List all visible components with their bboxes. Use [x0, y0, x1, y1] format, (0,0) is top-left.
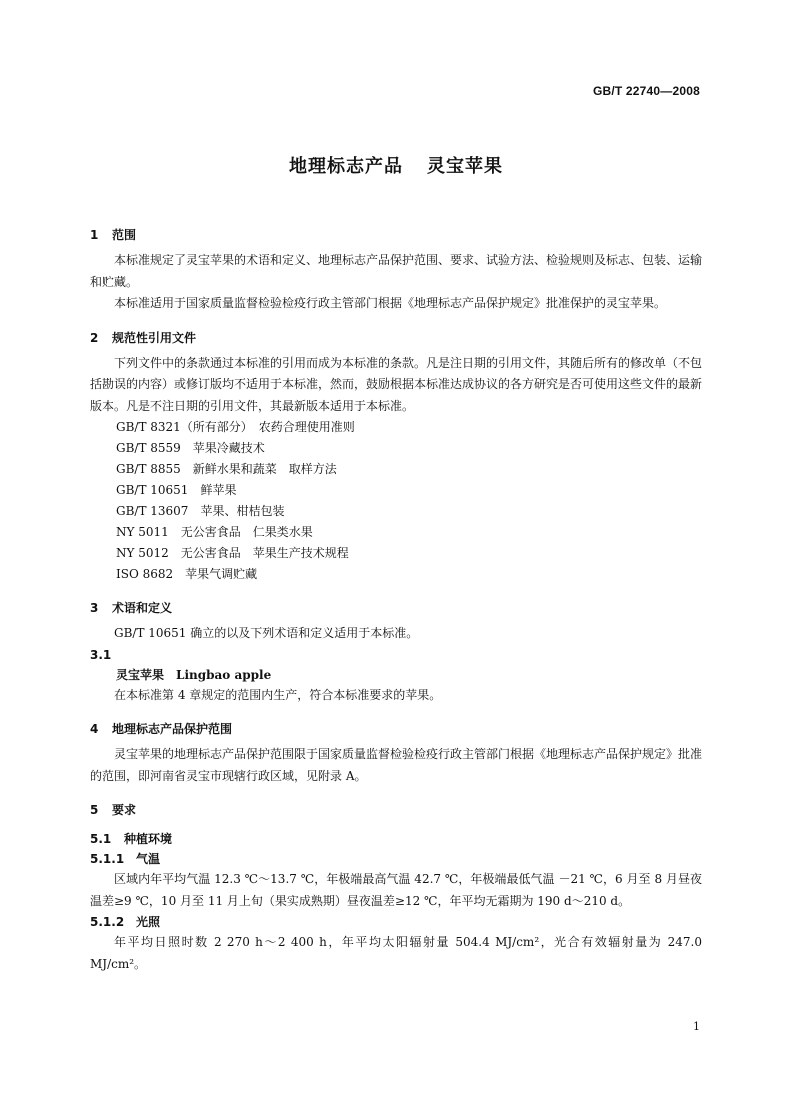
subsection-5-1-2-heading: [90, 912, 702, 932]
standard-code: GB/T 22740—2008: [592, 84, 700, 98]
section-number: 3: [90, 601, 99, 615]
subsection-5-1-2-paragraph: 年平均日照时数 2 270 h～2 400 h，年平均太阳辐射量 504.4 MJ/cm²，光合有效辐射量为 247.0 MJ/cm²。: [90, 935, 702, 971]
section-title: 规范性引用文件: [112, 330, 197, 345]
title-part-1: 地理标志产品: [289, 156, 403, 177]
section-title: 地理标志产品保护范围: [112, 722, 233, 736]
document-title: [0, 152, 792, 178]
reference-item: ISO 8682 苹果气调贮藏: [116, 567, 258, 581]
subsection-number: 5.1: [90, 832, 112, 846]
reference-item: GB/T 10651 鲜苹果: [116, 483, 237, 497]
title-part-2: 灵宝苹果: [427, 156, 503, 177]
subsection-5-1-1-heading: [90, 849, 702, 869]
section-1-paragraph-1: 本标准规定了灵宝苹果的术语和定义、地理标志产品保护范围、要求、试验方法、检验规则及标志、包装、运输和贮藏。: [90, 253, 703, 289]
section-title: 范围: [112, 228, 137, 242]
section-number: 4: [90, 722, 99, 736]
term-number: 3.1: [90, 647, 112, 662]
subsection-number: 5.1.2: [90, 915, 125, 929]
subsection-title: 光照: [136, 915, 161, 929]
page-number: 1: [693, 1020, 700, 1033]
subsection-title: 种植环境: [124, 832, 173, 846]
section-4-heading: [90, 718, 702, 740]
section-title: 术语和定义: [112, 601, 173, 615]
section-2-heading: [90, 327, 702, 349]
section-1-paragraph-2: 本标准适用于国家质量监督检验检疫行政主管部门根据《地理标志产品保护规定》批准保护的灵宝苹果。: [114, 296, 667, 310]
reference-item: NY 5011 无公害食品 仁果类水果: [116, 525, 313, 539]
subsection-number: 5.1.1: [90, 852, 125, 866]
section-4-paragraph: 灵宝苹果的地理标志产品保护范围限于国家质量监督检验检疫行政主管部门根据《地理标志产品保护规定》批准的范围，即河南省灵宝市现辖行政区域，见附录 A。: [90, 747, 703, 783]
reference-item: NY 5012 无公害食品 苹果生产技术规程: [116, 546, 349, 560]
section-number: 2: [90, 330, 99, 345]
subsection-5-1-heading: [90, 829, 702, 849]
section-2-paragraph: 下列文件中的条款通过本标准的引用而成为本标准的条款。凡是注日期的引用文件，其随后所有的修改单（不包括勘误的内容）或修订版均不适用于本标准，然而，鼓励根据本标准达成协议的各方研究是否可使用这些文件的最新版本。凡是不注日期的引用文件，其最新版本适用于本标准。: [90, 355, 703, 413]
section-5-heading: [90, 799, 702, 821]
subsection-title: 气温: [136, 852, 161, 866]
reference-item: GB/T 8559 苹果冷藏技术: [116, 441, 265, 455]
term-name: 灵宝苹果 Lingbao apple: [116, 667, 272, 682]
document-body: [90, 220, 702, 975]
section-title: 要求: [112, 803, 137, 817]
section-number: 5: [90, 803, 99, 817]
reference-item: GB/T 13607 苹果、柑桔包装: [116, 504, 285, 518]
section-3-paragraph: GB/T 10651 确立的以及下列术语和定义适用于本标准。: [114, 626, 419, 640]
subsection-5-1-1-paragraph: 区域内年平均气温 12.3 ℃～13.7 ℃，年极端最高气温 42.7 ℃，年极端最低气温 －21 ℃，6 月至 8 月昼夜温差≥9 ℃，10 月至 11 月上旬（果实成熟期）昼夜温差≥12 ℃，年平均无霜期为 190 d～210 d。: [90, 872, 702, 908]
reference-item: GB/T 8321（所有部分） 农药合理使用准则: [116, 420, 355, 434]
section-3-heading: [90, 597, 702, 619]
reference-item: GB/T 8855 新鲜水果和蔬菜 取样方法: [116, 462, 337, 476]
section-1-heading: [90, 224, 702, 246]
term-definition: 在本标准第 4 章规定的范围内生产，符合本标准要求的苹果。: [114, 687, 442, 702]
section-number: 1: [90, 228, 99, 242]
